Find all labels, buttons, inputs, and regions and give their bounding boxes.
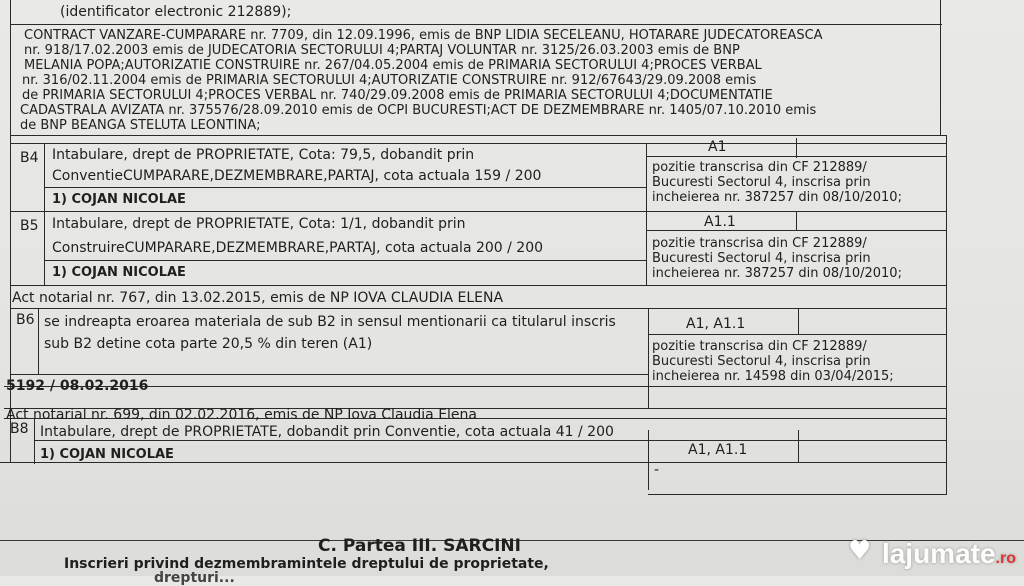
b8-text-line: Intabulare, drept de PROPRIETATE, dobandit prin Conventie, cota actuala 41 / 200 — [40, 424, 614, 440]
b6-note-line: pozitie transcrisa din CF 212889/ — [652, 339, 867, 354]
row-divider — [10, 143, 946, 144]
b4-text-line: ConventieCUMPARARE,DEZMEMBRARE,PARTAJ, cota actuala 159 / 200 — [52, 168, 542, 184]
contract-line: de PRIMARIA SECTORULUI 4;PROCES VERBAL nr. 740/29.09.2008 emis de PRIMARIA SECTORULUI 4;DOCUMENTATIE — [22, 88, 773, 103]
heart-logo-icon: ♥ — [848, 536, 872, 566]
b4-note-line: pozitie transcrisa din CF 212889/ — [652, 160, 867, 175]
col-divider — [648, 308, 649, 408]
b6-reference: A1, A1.1 — [686, 316, 746, 332]
row-divider — [648, 334, 946, 335]
b8-owner: 1) COJAN NICOLAE — [40, 447, 174, 462]
col-divider — [646, 143, 647, 285]
b6-text-line: se indreapta eroarea materiala de sub B2 in sensul mentionarii ca titularul inscris — [44, 314, 616, 330]
b4-note-line: Bucuresti Sectorul 4, inscrisa prin — [652, 175, 871, 190]
section-subtitle: Inscrieri privind dezmembramintele dreptului de proprietate, — [64, 556, 549, 572]
entry-code-b6: B6 — [16, 312, 35, 328]
section-subtitle-cont: drepturi... — [154, 570, 235, 586]
notarial-act: Act notarial nr. 767, din 13.02.2015, emis de NP IOVA CLAUDIA ELENA — [12, 290, 504, 306]
contract-line: MELANIA POPA;AUTORIZATIE CONSTRUIRE nr. 267/04.05.2004 emis de PRIMARIA SECTORULUI 4;PROCES VERBAL — [24, 58, 762, 73]
b5-owner: 1) COJAN NICOLAE — [52, 265, 186, 280]
row-divider — [10, 24, 942, 25]
watermark-name: lajumate — [881, 538, 996, 569]
col-divider — [798, 430, 799, 462]
entry-code-b8: B8 — [10, 421, 29, 437]
col-divider — [38, 308, 39, 374]
b5-text-line: ConstruireCUMPARARE,DEZMEMBRARE,PARTAJ, cota actuala 200 / 200 — [52, 240, 544, 256]
col-divider — [34, 418, 35, 464]
row-divider — [10, 211, 946, 212]
b6-note-line: Bucuresti Sectorul 4, inscrisa prin — [652, 354, 871, 369]
contract-line: nr. 316/02.11.2004 emis de PRIMARIA SECTORULUI 4;AUTORIZATIE CONSTRUIRE nr. 912/67643/29.09.2008 emis — [22, 73, 757, 88]
row-divider — [646, 156, 946, 157]
watermark-tld: .ro — [995, 550, 1016, 567]
row-divider — [10, 285, 946, 286]
row-divider — [648, 462, 946, 463]
b4-reference: A1 — [708, 139, 727, 155]
b4-note-line: incheierea nr. 387257 din 08/10/2010; — [652, 190, 902, 205]
b6-text-line: sub B2 detine cota parte 20,5 % din teren (A1) — [44, 336, 373, 352]
table-border-right — [946, 135, 947, 495]
entry-code-b4: B4 — [20, 150, 39, 166]
row-divider — [44, 187, 646, 188]
b8-reference: A1, A1.1 — [688, 442, 748, 458]
row-divider — [34, 440, 946, 441]
row-divider — [10, 135, 946, 136]
col-divider — [648, 430, 649, 490]
col-divider — [798, 308, 799, 334]
contract-line: CADASTRALA AVIZATA nr. 375576/28.09.2010 emis de OCPI BUCURESTI;ACT DE DEZMEMBRARE nr. 1405/07.10.2010 emis — [20, 103, 817, 118]
contract-line: CONTRACT VANZARE-CUMPARARE nr. 7709, din 12.09.1996, emis de BNP LIDIA SECELEANU, HOTARARE JUDECATOREASCA — [24, 28, 823, 43]
b5-note-line: incheierea nr. 387257 din 08/10/2010; — [652, 266, 902, 281]
table-border-right-top — [940, 0, 941, 135]
col-divider — [796, 211, 797, 231]
row-divider — [10, 308, 946, 309]
b5-note-line: pozitie transcrisa din CF 212889/ — [652, 236, 867, 251]
b5-reference: A1.1 — [704, 214, 736, 230]
b6-note-line: incheierea nr. 14598 din 03/04/2015; — [652, 369, 894, 384]
contract-line: nr. 918/17.02.2003 emis de JUDECATORIA SECTORULUI 4;PARTAJ VOLUNTAR nr. 3125/26.03.2003 emis de BNP — [24, 43, 740, 58]
section-title: C. Partea III. SARCINI — [318, 536, 521, 556]
col-divider — [796, 138, 797, 158]
electronic-identifier: (identificator electronic 212889); — [60, 4, 292, 20]
registry-number: 5192 / 08.02.2016 — [6, 378, 149, 394]
col-divider — [44, 143, 45, 285]
site-watermark — [882, 538, 1016, 570]
contract-line: de BNP BEANGA STELUTA LEONTINA; — [20, 118, 261, 133]
entry-code-b5: B5 — [20, 218, 39, 234]
row-divider — [44, 260, 646, 261]
b5-note-line: Bucuresti Sectorul 4, inscrisa prin — [652, 251, 871, 266]
row-divider — [648, 494, 946, 495]
notarial-act: Act notarial nr. 699, din 02.02.2016, emis de NP Iova Claudia Elena — [6, 407, 477, 423]
b5-text-line: Intabulare, drept de PROPRIETATE, Cota: 1/1, dobandit prin — [52, 216, 466, 232]
b4-text-line: Intabulare, drept de PROPRIETATE, Cota: 79,5, dobandit prin — [52, 147, 475, 163]
b4-owner: 1) COJAN NICOLAE — [52, 192, 186, 207]
row-divider — [10, 374, 648, 375]
b8-empty-note: - — [654, 462, 660, 478]
